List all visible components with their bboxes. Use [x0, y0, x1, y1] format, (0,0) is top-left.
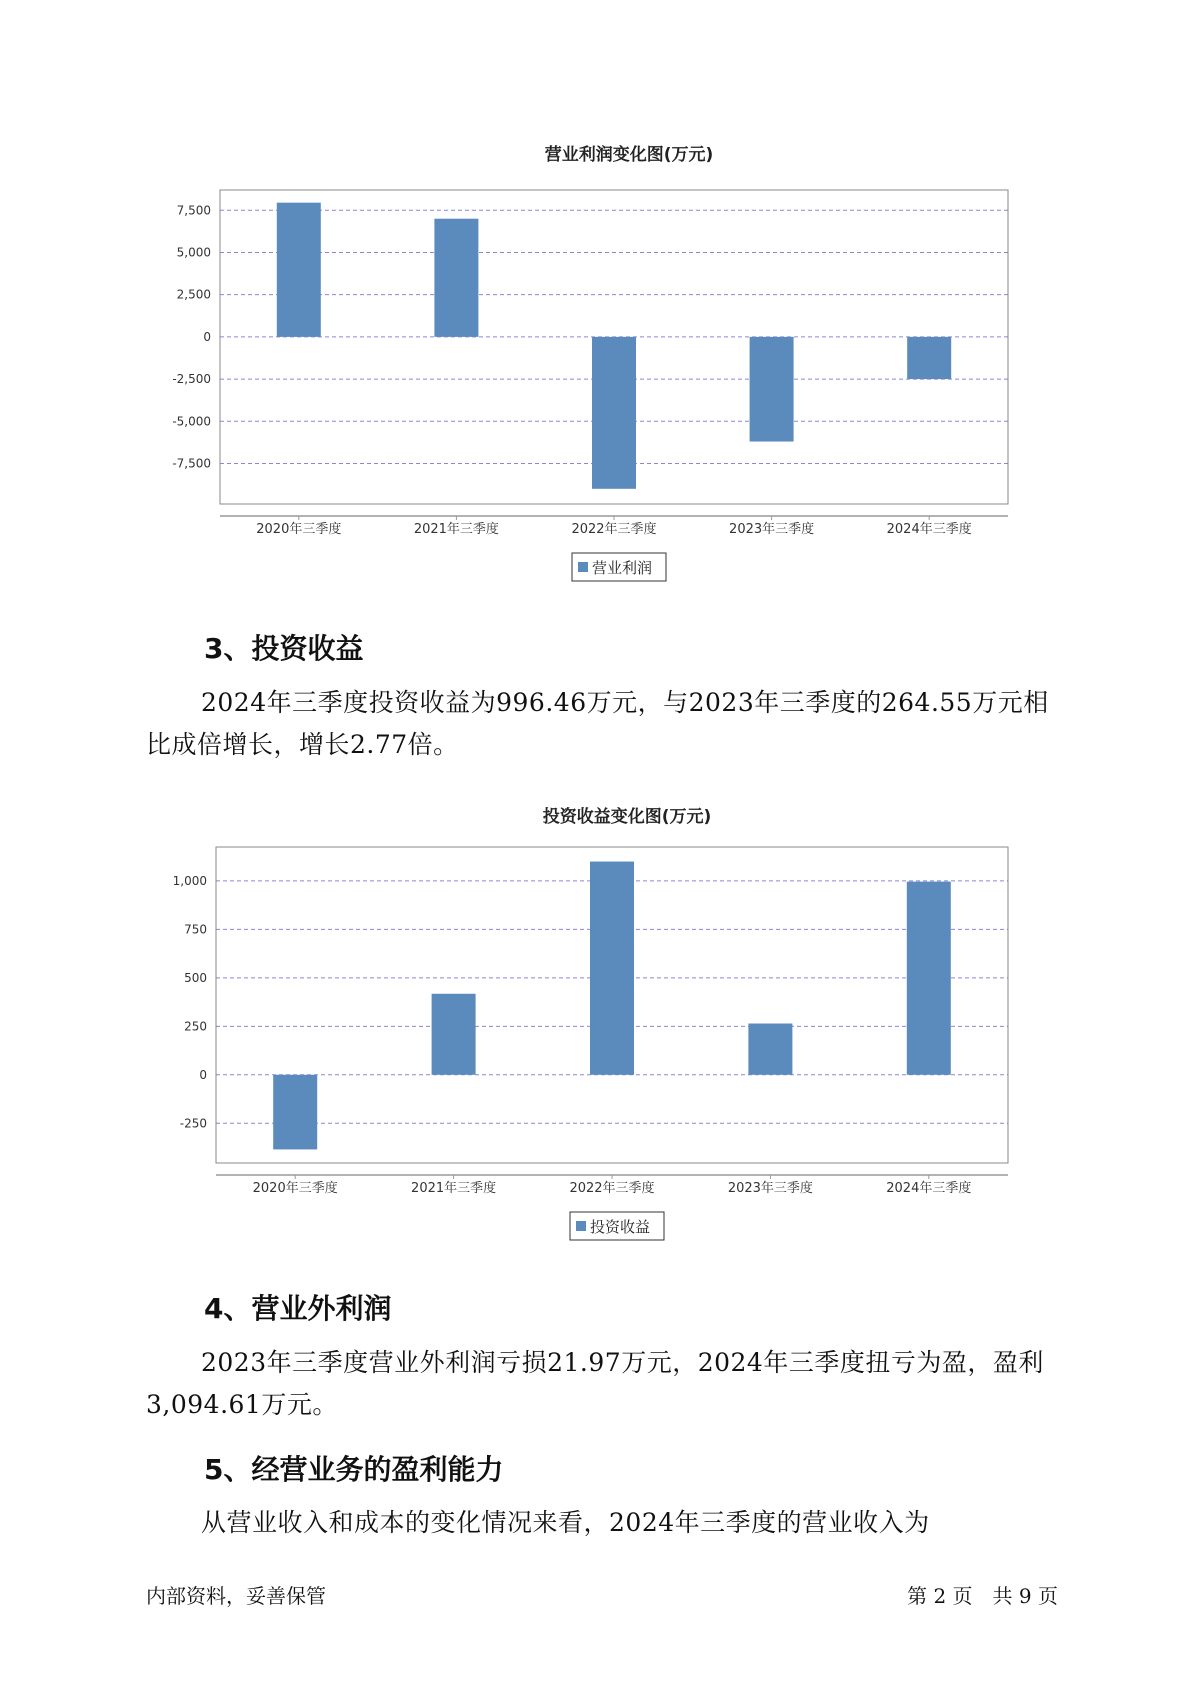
bar: [273, 1075, 317, 1150]
x-category-label: 2021年三季度: [411, 1181, 497, 1196]
section-5-paragraph: 从营业收入和成本的变化情况来看，2024年三季度的营业收入为: [201, 1508, 930, 1537]
x-category-label: 2023年三季度: [727, 1181, 813, 1196]
x-category-label: 2020年三季度: [256, 522, 342, 537]
y-tick-label: -250: [179, 1116, 207, 1131]
x-category-label: 2023年三季度: [729, 522, 815, 537]
chart-title: 投资收益变化图(万元): [542, 807, 712, 827]
bar: [750, 337, 794, 442]
footer-confidential: 内部资料，妥善保管: [146, 1584, 326, 1608]
x-category-label: 2021年三季度: [413, 522, 499, 537]
bar: [434, 219, 478, 337]
section-4-paragraph: 2023年三季度营业外利润亏损21.97万元，2024年三季度扭亏为盈，盈利3,094.61万元。: [146, 1348, 1044, 1419]
y-tick-label: -2,500: [172, 372, 211, 387]
bar: [277, 203, 321, 337]
section-3-heading: 3、投资收益: [204, 632, 364, 665]
y-tick-label: 750: [184, 922, 207, 937]
y-tick-label: 250: [184, 1019, 207, 1034]
x-category-label: 2024年三季度: [886, 522, 972, 537]
y-tick-label: -5,000: [172, 414, 211, 429]
x-category-label: 2020年三季度: [252, 1181, 338, 1196]
bar: [907, 882, 951, 1075]
bar: [592, 337, 636, 489]
y-tick-label: 2,500: [176, 287, 211, 302]
y-tick-label: 0: [199, 1067, 207, 1082]
bar: [590, 862, 634, 1075]
bar: [432, 994, 476, 1075]
legend-swatch: [578, 562, 588, 572]
y-tick-label: 5,000: [176, 245, 211, 260]
x-category-label: 2022年三季度: [569, 1181, 655, 1196]
operating-profit-chart: [0, 0, 1191, 600]
y-tick-label: 0: [203, 329, 211, 344]
legend-swatch: [576, 1221, 586, 1231]
y-tick-label: 1,000: [172, 873, 207, 888]
bar: [907, 337, 951, 379]
section-5-heading: 5、经营业务的盈利能力: [204, 1453, 504, 1486]
bar: [748, 1024, 792, 1075]
x-category-label: 2022年三季度: [571, 522, 657, 537]
section-4-heading: 4、营业外利润: [204, 1292, 392, 1325]
section-3-paragraph: 2024年三季度投资收益为996.46万元，与2023年三季度的264.55万元相比成倍增长，增长2.77倍。: [146, 688, 1049, 759]
x-category-label: 2024年三季度: [886, 1181, 972, 1196]
footer-page-number: 第 2 页 共 9 页: [907, 1584, 1058, 1608]
y-tick-label: -7,500: [172, 456, 211, 471]
y-tick-label: 7,500: [176, 203, 211, 218]
legend-label: 营业利润: [592, 559, 653, 577]
legend-label: 投资收益: [590, 1218, 651, 1236]
chart-title: 营业利润变化图(万元): [544, 145, 714, 165]
y-tick-label: 500: [184, 970, 207, 985]
